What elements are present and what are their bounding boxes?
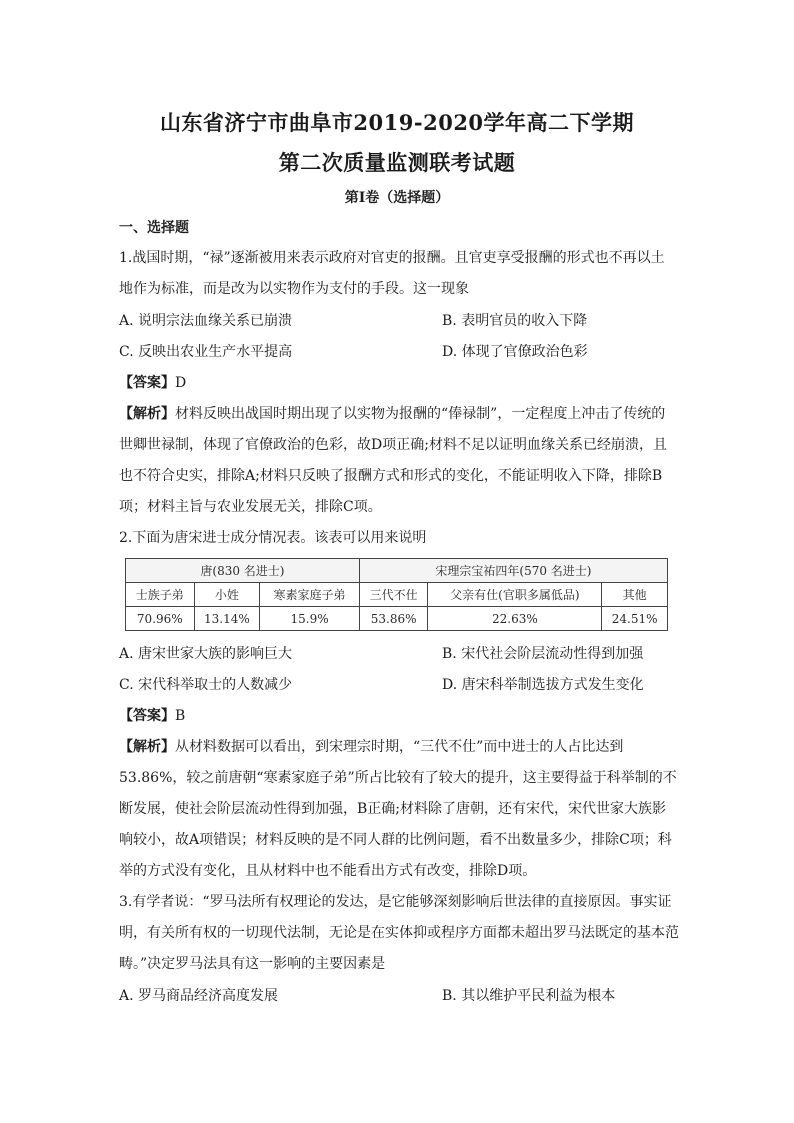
table-header-cell: 小姓 xyxy=(194,583,260,607)
q2-analysis-line5: 举的方式没有变化，且从材料中也不能看出方式有改变，排除D项。 xyxy=(119,863,537,879)
table-header-cell: 三代不仕 xyxy=(359,583,428,607)
table-header-cell: 士族子弟 xyxy=(126,583,195,607)
q2-answer-value: B xyxy=(175,708,186,724)
q1-option-d: D. 体现了官僚政治色彩 xyxy=(442,344,588,360)
q2-option-d: D. 唐宋科举制选拔方式发生变化 xyxy=(442,677,644,693)
table-value-cell: 24.51% xyxy=(602,607,668,631)
q1-analysis-line3: 也不符合史实，排除A;材料只反映了报酬方式和形式的变化，不能证明收入下降，排除B xyxy=(119,468,663,484)
table-value-cell: 70.96% xyxy=(126,607,195,631)
table-value-cell: 53.86% xyxy=(359,607,428,631)
q2-option-a: A. 唐宋世家大族的影响巨大 xyxy=(119,646,293,662)
q2-analysis-line1 xyxy=(119,737,623,757)
section-heading: 一、选择题 xyxy=(119,220,189,236)
q2-answer-label: 【答案】 xyxy=(119,708,175,724)
q1-stem-line2: 地作为标准，而是改为以实物作为支付的手段。这一现象 xyxy=(119,281,469,297)
table-value-cell: 15.9% xyxy=(260,607,360,631)
q1-answer-value: D xyxy=(175,375,187,391)
table-header-cell: 其他 xyxy=(602,583,668,607)
q1-option-a: A. 说明宗法血缘关系已崩溃 xyxy=(119,313,293,329)
q2-analysis-line4: 响较小，故A项错误；材料反映的是不同人群的比例问题，看不出数量多少，排除C项；科 xyxy=(119,832,672,848)
exam-title-line1: 山东省济宁市曲阜市2019-2020学年高二下学期 xyxy=(159,110,635,135)
exam-title-line2: 第二次质量监测联考试题 xyxy=(278,150,516,175)
q3-stem-line1: 3.有学者说：“罗马法所有权理论的发达，是它能够深刻影响后世法律的直接原因。事实证 xyxy=(119,894,672,910)
q2-data-table xyxy=(125,558,668,631)
q1-analysis-line1 xyxy=(119,404,665,424)
q3-option-a: A. 罗马商品经济高度发展 xyxy=(119,988,279,1004)
q2-analysis-line2: 53.86%，较之前唐朝“寒素家庭子弟”所占比较有了较大的提升，这主要得益于科举制的不 xyxy=(119,770,677,786)
table-value-cell: 22.63% xyxy=(428,607,602,631)
q3-stem-line3: 畴。”决定罗马法具有这一影响的主要因素是 xyxy=(119,956,386,972)
q2-option-b: B. 宋代社会阶层流动性得到加强 xyxy=(442,646,644,662)
q1-answer-label: 【答案】 xyxy=(119,375,175,391)
volume-subtitle: 第I卷（选择题） xyxy=(344,190,450,206)
table-group-song: 宋理宗宝祐四年(570 名进士) xyxy=(359,559,667,583)
table-header-cell: 寒素家庭子弟 xyxy=(260,583,360,607)
q1-option-b: B. 表明官员的收入下降 xyxy=(442,313,588,329)
q1-option-c: C. 反映出农业生产水平提高 xyxy=(119,344,293,360)
q2-stem-line1: 2.下面为唐宋进士成分情况表。该表可以用来说明 xyxy=(119,530,427,546)
table-group-tang: 唐(830 名进士) xyxy=(126,559,360,583)
q2-analysis-text1: 从材料数据可以看出，到宋理宗时期，“三代不仕”而中进士的人占比达到 xyxy=(175,739,624,755)
q1-stem-line1: 1.战国时期，“禄”逐渐被用来表示政府对官吏的报酬。且官吏享受报酬的形式也不再以土 xyxy=(119,250,665,266)
table-header-cell: 父亲有仕(官职多属低品) xyxy=(428,583,602,607)
q1-analysis-line4: 项；材料主旨与农业发展无关，排除C项。 xyxy=(119,499,382,515)
q1-analysis-line2: 世卿世禄制，体现了官僚政治的色彩，故D项正确;材料不足以证明血缘关系已经崩溃，且 xyxy=(119,437,667,453)
q2-answer xyxy=(119,706,185,726)
q3-stem-line2: 明，有关所有权的一切现代法制，无论是在实体抑或程序方面都未超出罗马法既定的基本范 xyxy=(119,925,679,941)
q1-answer xyxy=(119,373,186,393)
q2-analysis-line3: 断发展，使社会阶层流动性得到加强，B正确;材料除了唐朝，还有宋代，宋代世家大族影 xyxy=(119,801,667,817)
q1-analysis-label: 【解析】 xyxy=(119,406,175,422)
q1-analysis-text1: 材料反映出战国时期出现了以实物为报酬的“俸禄制”，一定程度上冲击了传统的 xyxy=(175,406,666,422)
table-value-cell: 13.14% xyxy=(194,607,260,631)
q2-option-c: C. 宋代科举取士的人数减少 xyxy=(119,677,293,693)
q2-analysis-label: 【解析】 xyxy=(119,739,175,755)
q3-option-b: B. 其以维护平民利益为根本 xyxy=(442,988,616,1004)
